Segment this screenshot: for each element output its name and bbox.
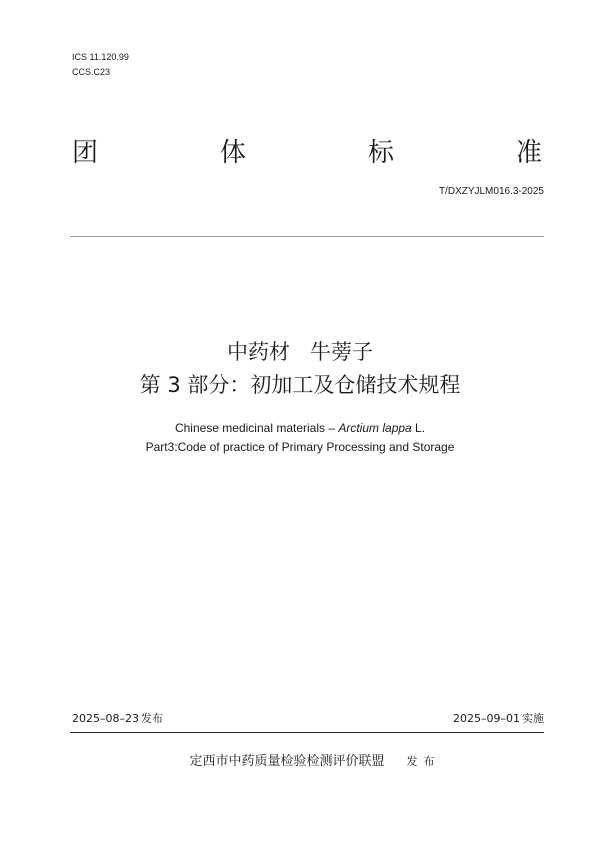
standard-type-char: 团 <box>72 138 99 168</box>
standard-number: T/DXZYJLM016.3-2025 <box>438 186 544 197</box>
title-en-line2: Part3:Code of practice of Primary Processing and Storage <box>145 440 455 454</box>
implement-date: 2025–09–01 <box>453 712 520 725</box>
standard-type-char: 标 <box>367 138 394 168</box>
issue-date-group <box>72 710 163 726</box>
standard-type-char: 体 <box>219 138 246 168</box>
title-cn-main: 中药材 <box>227 340 290 364</box>
issue-date: 2025–08–23 <box>72 712 139 725</box>
implement-date-group <box>453 710 544 726</box>
title-en-suffix: L. <box>411 421 426 435</box>
title-cn-line2: 第 3 部分：初加工及仓储技术规程 <box>139 373 461 397</box>
publisher-line <box>0 750 600 769</box>
ccs-code: CCS.C23 <box>72 67 111 77</box>
title-en-prefix: Chinese medicinal materials – <box>174 421 339 435</box>
header-divider <box>70 236 544 237</box>
standard-type-heading <box>72 136 542 170</box>
title-en-line1 <box>0 418 600 438</box>
footer-divider <box>70 732 544 733</box>
title-cn-line1 <box>0 337 600 367</box>
implement-label: 实施 <box>522 712 544 725</box>
publisher-verb: 发布 <box>406 755 441 768</box>
standard-type-char: 准 <box>515 138 542 168</box>
issue-label: 发布 <box>141 712 163 725</box>
ics-code: ICS 11.120.99 <box>72 52 129 62</box>
title-en-latin: Arctium lappa <box>338 421 412 435</box>
classification-codes <box>72 50 129 80</box>
date-row <box>72 710 544 726</box>
title-cn-herb: 牛蒡子 <box>310 340 373 364</box>
publisher-org: 定西市中药质量检验检测评价联盟 <box>189 754 385 769</box>
